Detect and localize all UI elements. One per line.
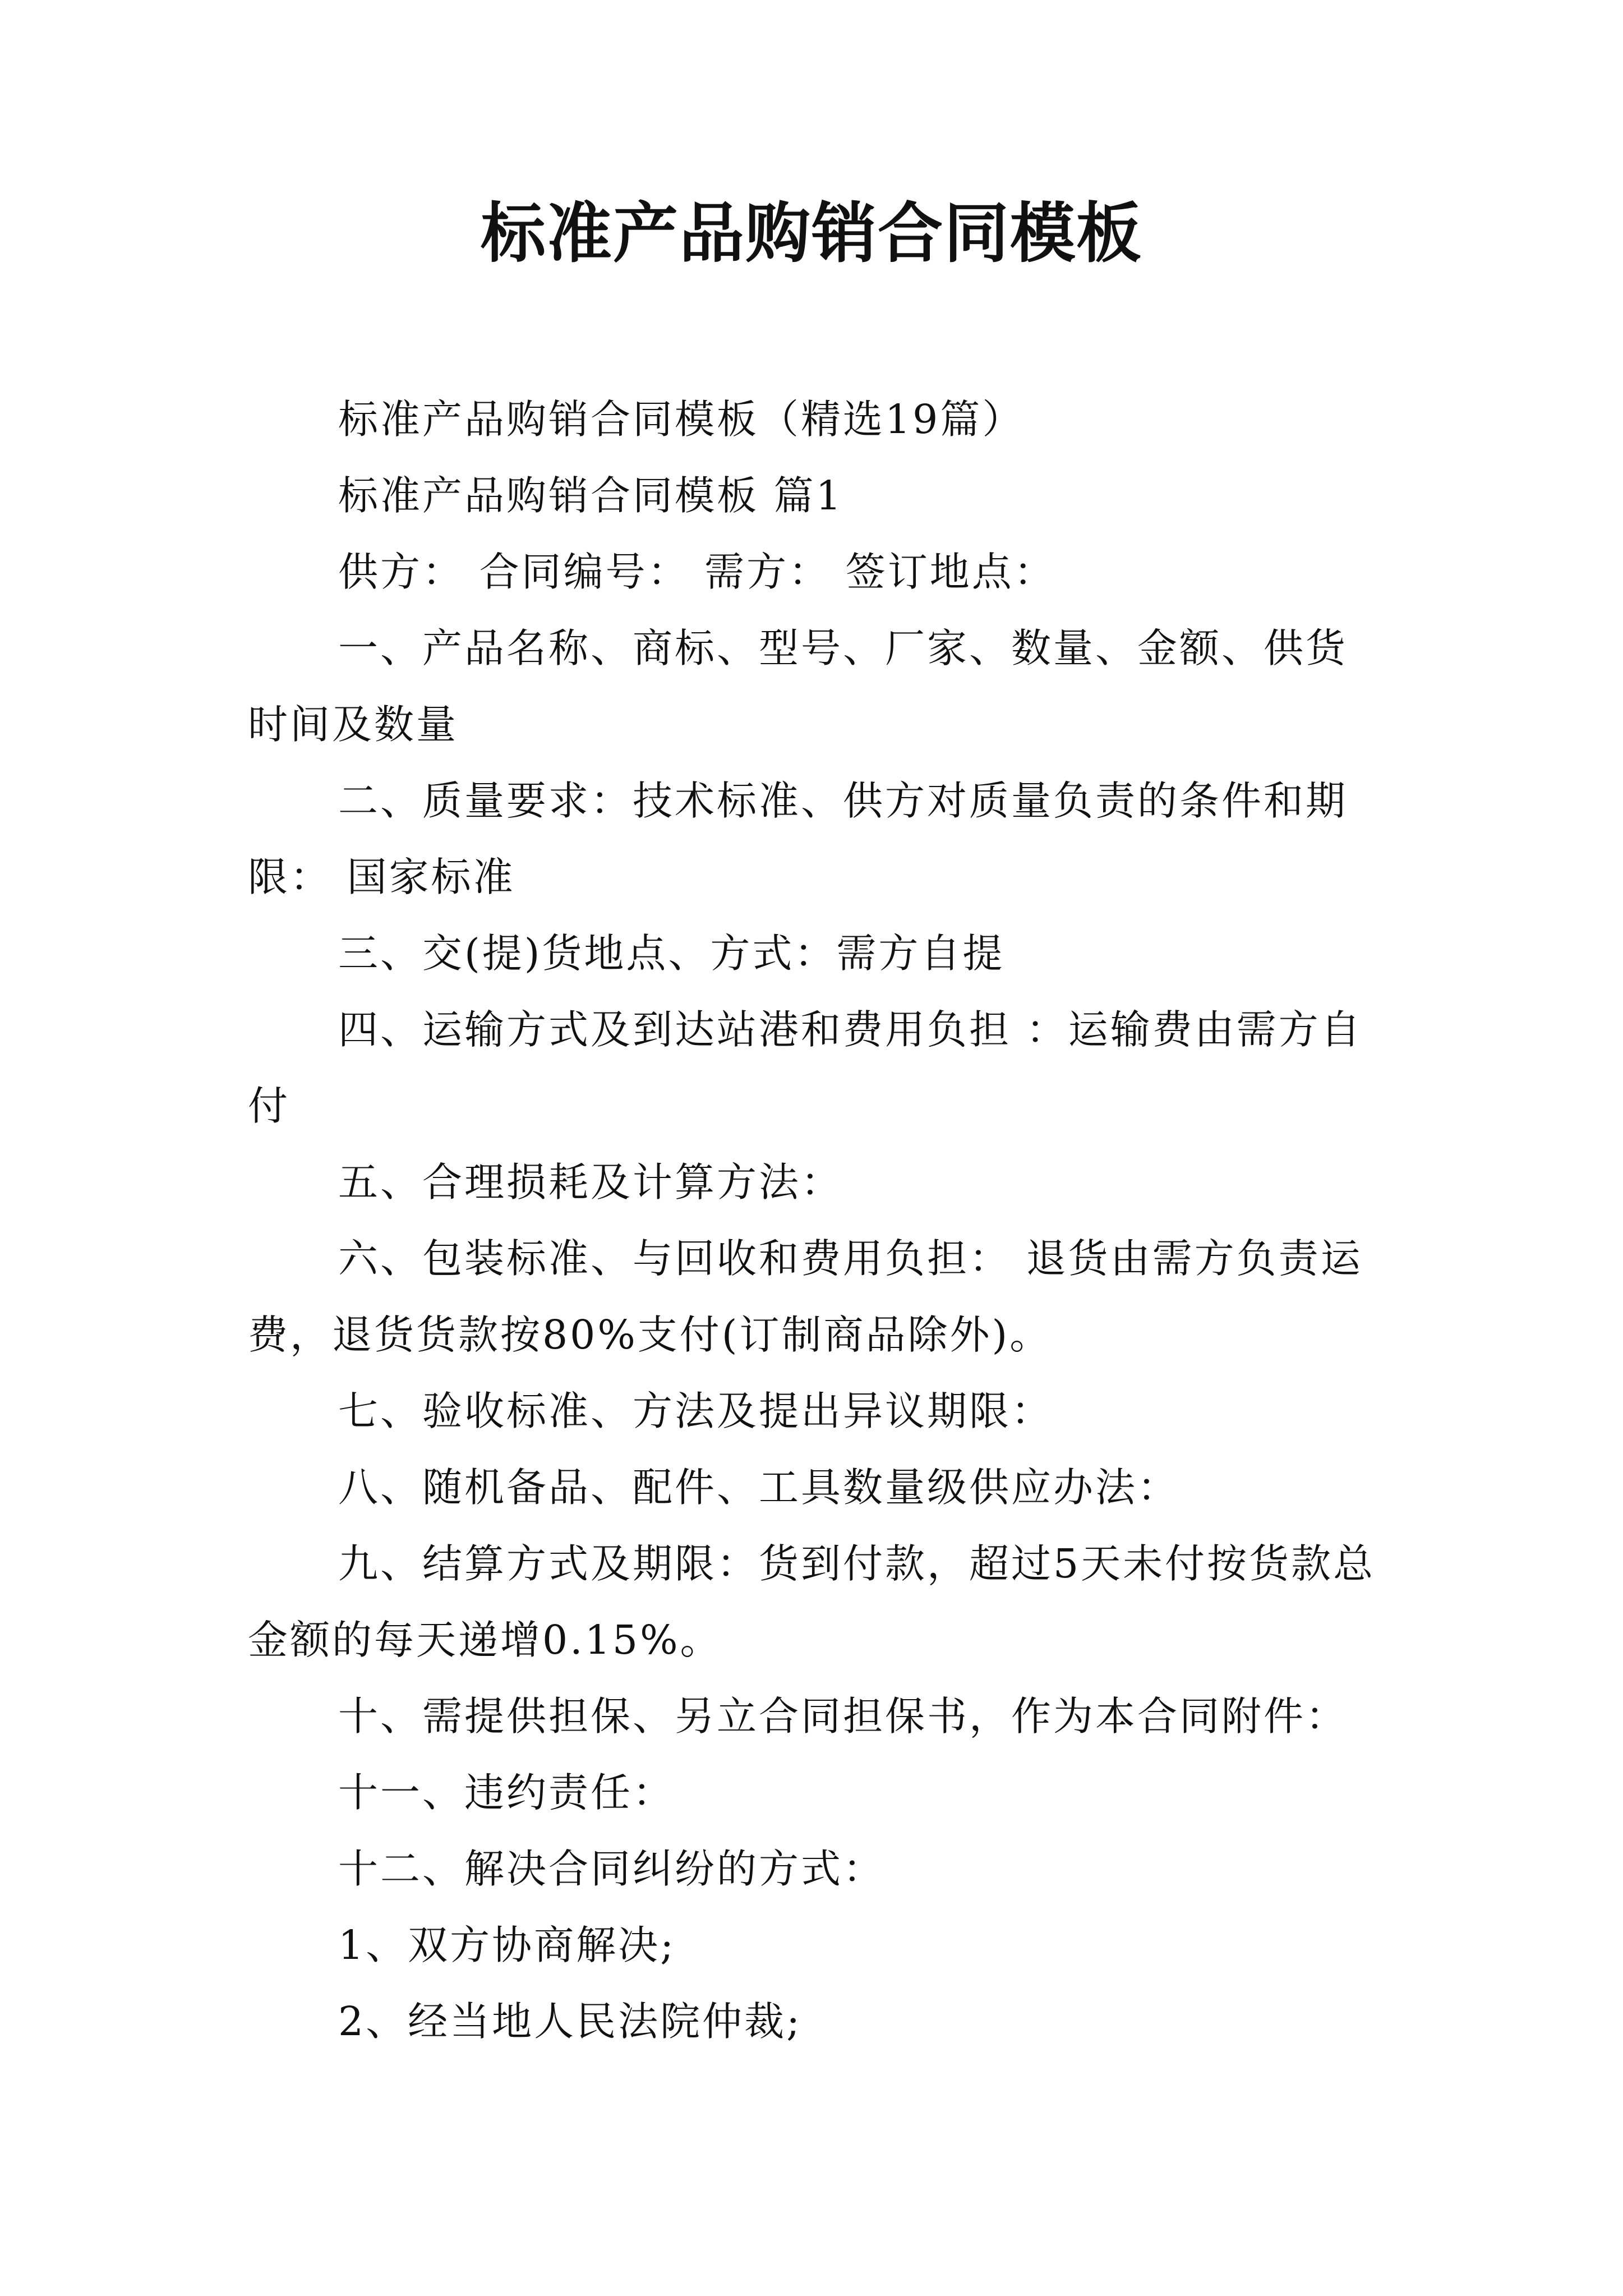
clause-6: 六、包装标准、与回收和费用负担： 退货由需方负责运费，退货货款按80%支付(订制商品除外)。 <box>248 1235 1363 1358</box>
clause-4: 四、运输方式及到达站港和费用负担 ：运输费由需方自付 <box>248 1006 1363 1129</box>
subtitle-paragraph: 标准产品购销合同模板（精选19篇） <box>338 396 1025 443</box>
dispute-method-1: 1、双方协商解决; <box>338 1922 676 1968</box>
clause-11: 十一、违约责任： <box>338 1769 675 1816</box>
clause-2: 二、质量要求：技术标准、供方对质量负责的条件和期限： 国家标准 <box>248 777 1348 900</box>
clause-1: 一、产品名称、商标、型号、厂家、数量、金额、供货时间及数量 <box>248 625 1348 748</box>
clause-9: 九、结算方式及期限：货到付款，超过5天未付按货款总金额的每天递增0.15%。 <box>248 1540 1376 1663</box>
dispute-method-2: 2、经当地人民法院仲裁; <box>338 1998 803 2045</box>
clause-10: 十、需提供担保、另立合同担保书，作为本合同附件： <box>338 1693 1348 1740</box>
contract-parties-line: 供方： 合同编号： 需方： 签订地点： <box>338 549 1056 595</box>
clause-12: 十二、解决合同纠纷的方式： <box>338 1846 886 1892</box>
clause-3: 三、交(提)货地点、方式：需方自提 <box>338 930 1005 977</box>
document-title: 标准产品购销合同模板 <box>481 196 1142 272</box>
section-heading: 标准产品购销合同模板 篇1 <box>338 472 843 519</box>
clause-7: 七、验收标准、方法及提出异议期限： <box>338 1388 1054 1434</box>
clause-5: 五、合理损耗及计算方法： <box>338 1159 843 1205</box>
document-body <box>248 381 1389 2060</box>
clause-8: 八、随机备品、配件、工具数量级供应办法： <box>338 1464 1180 1511</box>
